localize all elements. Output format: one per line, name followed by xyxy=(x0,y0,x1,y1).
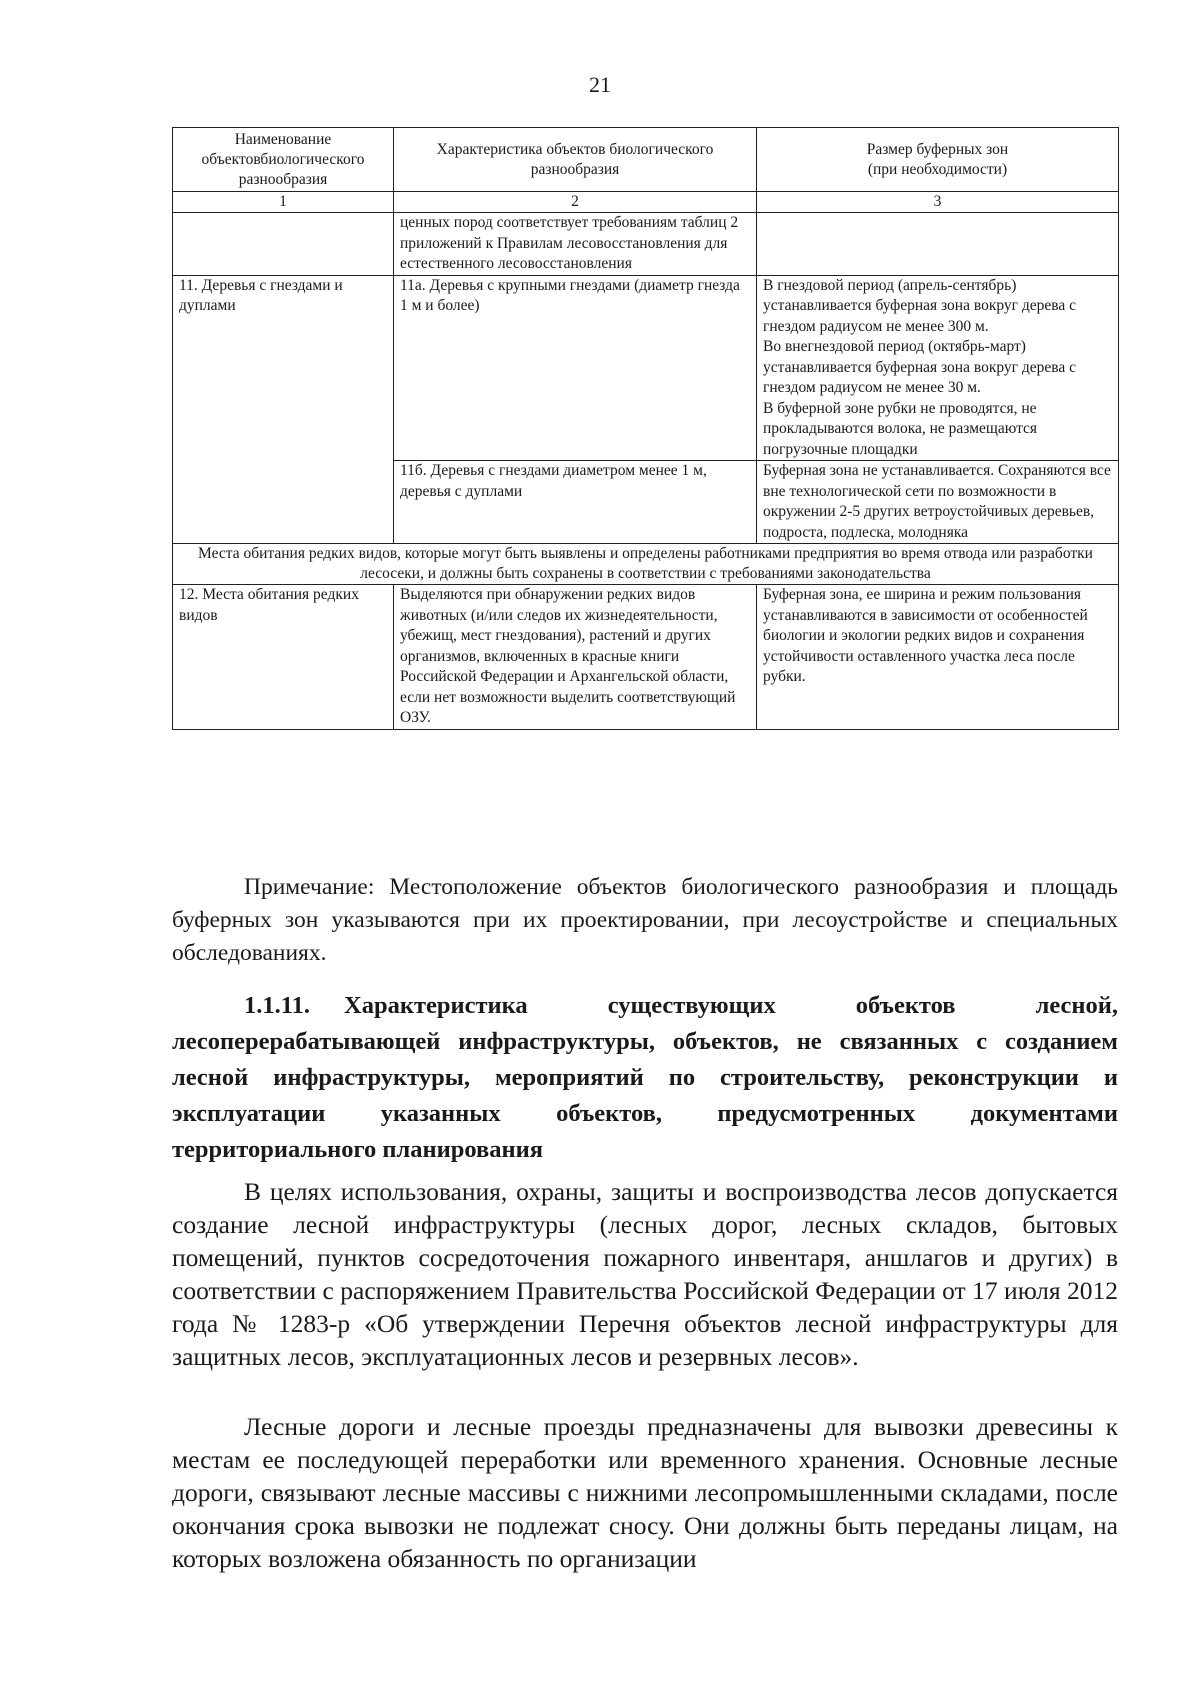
table-cell xyxy=(757,213,1119,276)
section-number: 1.1.11. xyxy=(244,992,311,1019)
table-cell: Буферная зона не устанавливается. Сохраняются все вне технологической сети по возможности в окружении 2-5 других ветроустойчивых деревьев, подроста, подлеска, молодняка xyxy=(757,461,1119,544)
header-buffer-size: Размер буферных зон (при необходимости) xyxy=(757,128,1119,192)
column-number: 3 xyxy=(757,192,1119,213)
table-cell: 11а. Деревья с крупными гнездами (диаметр гнезда 1 м и более) xyxy=(394,275,757,461)
page-number: 21 xyxy=(589,72,611,97)
column-number: 1 xyxy=(173,192,394,213)
table-row xyxy=(173,213,1119,276)
biodiversity-table xyxy=(172,127,1119,730)
table-header-row xyxy=(173,128,1119,192)
table-span-cell: Места обитания редких видов, которые могут быть выявлены и определены работниками предприятия во время отвода или разработки лесосеки, и должны быть сохранены в соответствии с требованиями законодательства xyxy=(173,544,1119,585)
table-span-row xyxy=(173,544,1119,585)
body-paragraph: В целях использования, охраны, защиты и воспроизводства лесов допускается создание лесной инфраструктуры (лесных дорог, лесных складов, бытовых помещений, пунктов сосредоточения пожарного инвентаря, аншлагов и других) в соответствии с распоряжением Правительства Российской Федерации от 17 июля 2012 года № 1283-р «Об утверждении Перечня объектов лесной инфраструктуры для защитных лесов, эксплуатационных лесов и резервных лесов». xyxy=(172,1177,1118,1371)
table-cell: Буферная зона, ее ширина и режим пользования устанавливаются в зависимости от особенностей биологии и экологии редких видов и сохранения устойчивости оставленного участка леса после рубки. xyxy=(757,585,1119,730)
table-cell: 11б. Деревья с гнездами диаметром менее 1 м, деревья с дуплами xyxy=(394,461,757,544)
header-object-name: Наименование объектовбиологического разнообразия xyxy=(173,128,394,192)
body-paragraph: Лесные дороги и лесные проезды предназначены для вывозки древесины к местам ее последующей переработки или временного хранения. Основные лесные дороги, связывают лесные массивы с нижними лесопромышленными складами, после окончания срока вывозки не подлежат сносу. Они должны быть переданы лицам, на которых возложена обязанность по организации xyxy=(172,1412,1118,1573)
section-heading xyxy=(172,988,1118,1168)
table-row xyxy=(173,585,1119,730)
table-row xyxy=(173,275,1119,461)
table-cell: 12. Места обитания редких видов xyxy=(173,585,394,730)
table-note: Примечание: Местоположение объектов биологического разнообразия и площадь буферных зон указываются при их проектировании, при лесоустройстве и специальных обследованиях. xyxy=(172,874,1118,966)
table-cell: В гнездовой период (апрель-сентябрь) устанавливается буферная зона вокруг дерева с гнездом радиусом не менее 300 м. Во внегнездовой период (октябрь-март) устанавливается буферная зона вокруг дерева с гнездом радиусом не менее 30 м. В буферной зоне рубки не проводятся, не прокладываются волока, не размещаются погрузочные площадки xyxy=(757,275,1119,461)
table-cell: ценных пород соответствует требованиям таблиц 2 приложений к Правилам лесовосстановления для естественного лесовосстановления xyxy=(394,213,757,276)
table-cell: 11. Деревья с гнездами и дуплами xyxy=(173,275,394,544)
table-cell xyxy=(173,213,394,276)
section-title-text: Характеристика существующих объектов лесной, лесоперерабатывающей инфраструктуры, объектов, не связанных с созданием лесной инфраструктуры, мероприятий по строительству, реконструкции и эксплуатации указанных объектов, предусмотренных документами территориального планирования xyxy=(172,992,1118,1163)
column-number-row xyxy=(173,192,1119,213)
column-number: 2 xyxy=(394,192,757,213)
table-cell: Выделяются при обнаружении редких видов животных (и/или следов их жизнедеятельности, убежищ, мест гнездования), растений и других организмов, включенных в красные книги Российской Федерации и Архангельской области, если нет возможности выделить соответствующий ОЗУ. xyxy=(394,585,757,730)
header-characteristics: Характеристика объектов биологического разнообразия xyxy=(394,128,757,192)
